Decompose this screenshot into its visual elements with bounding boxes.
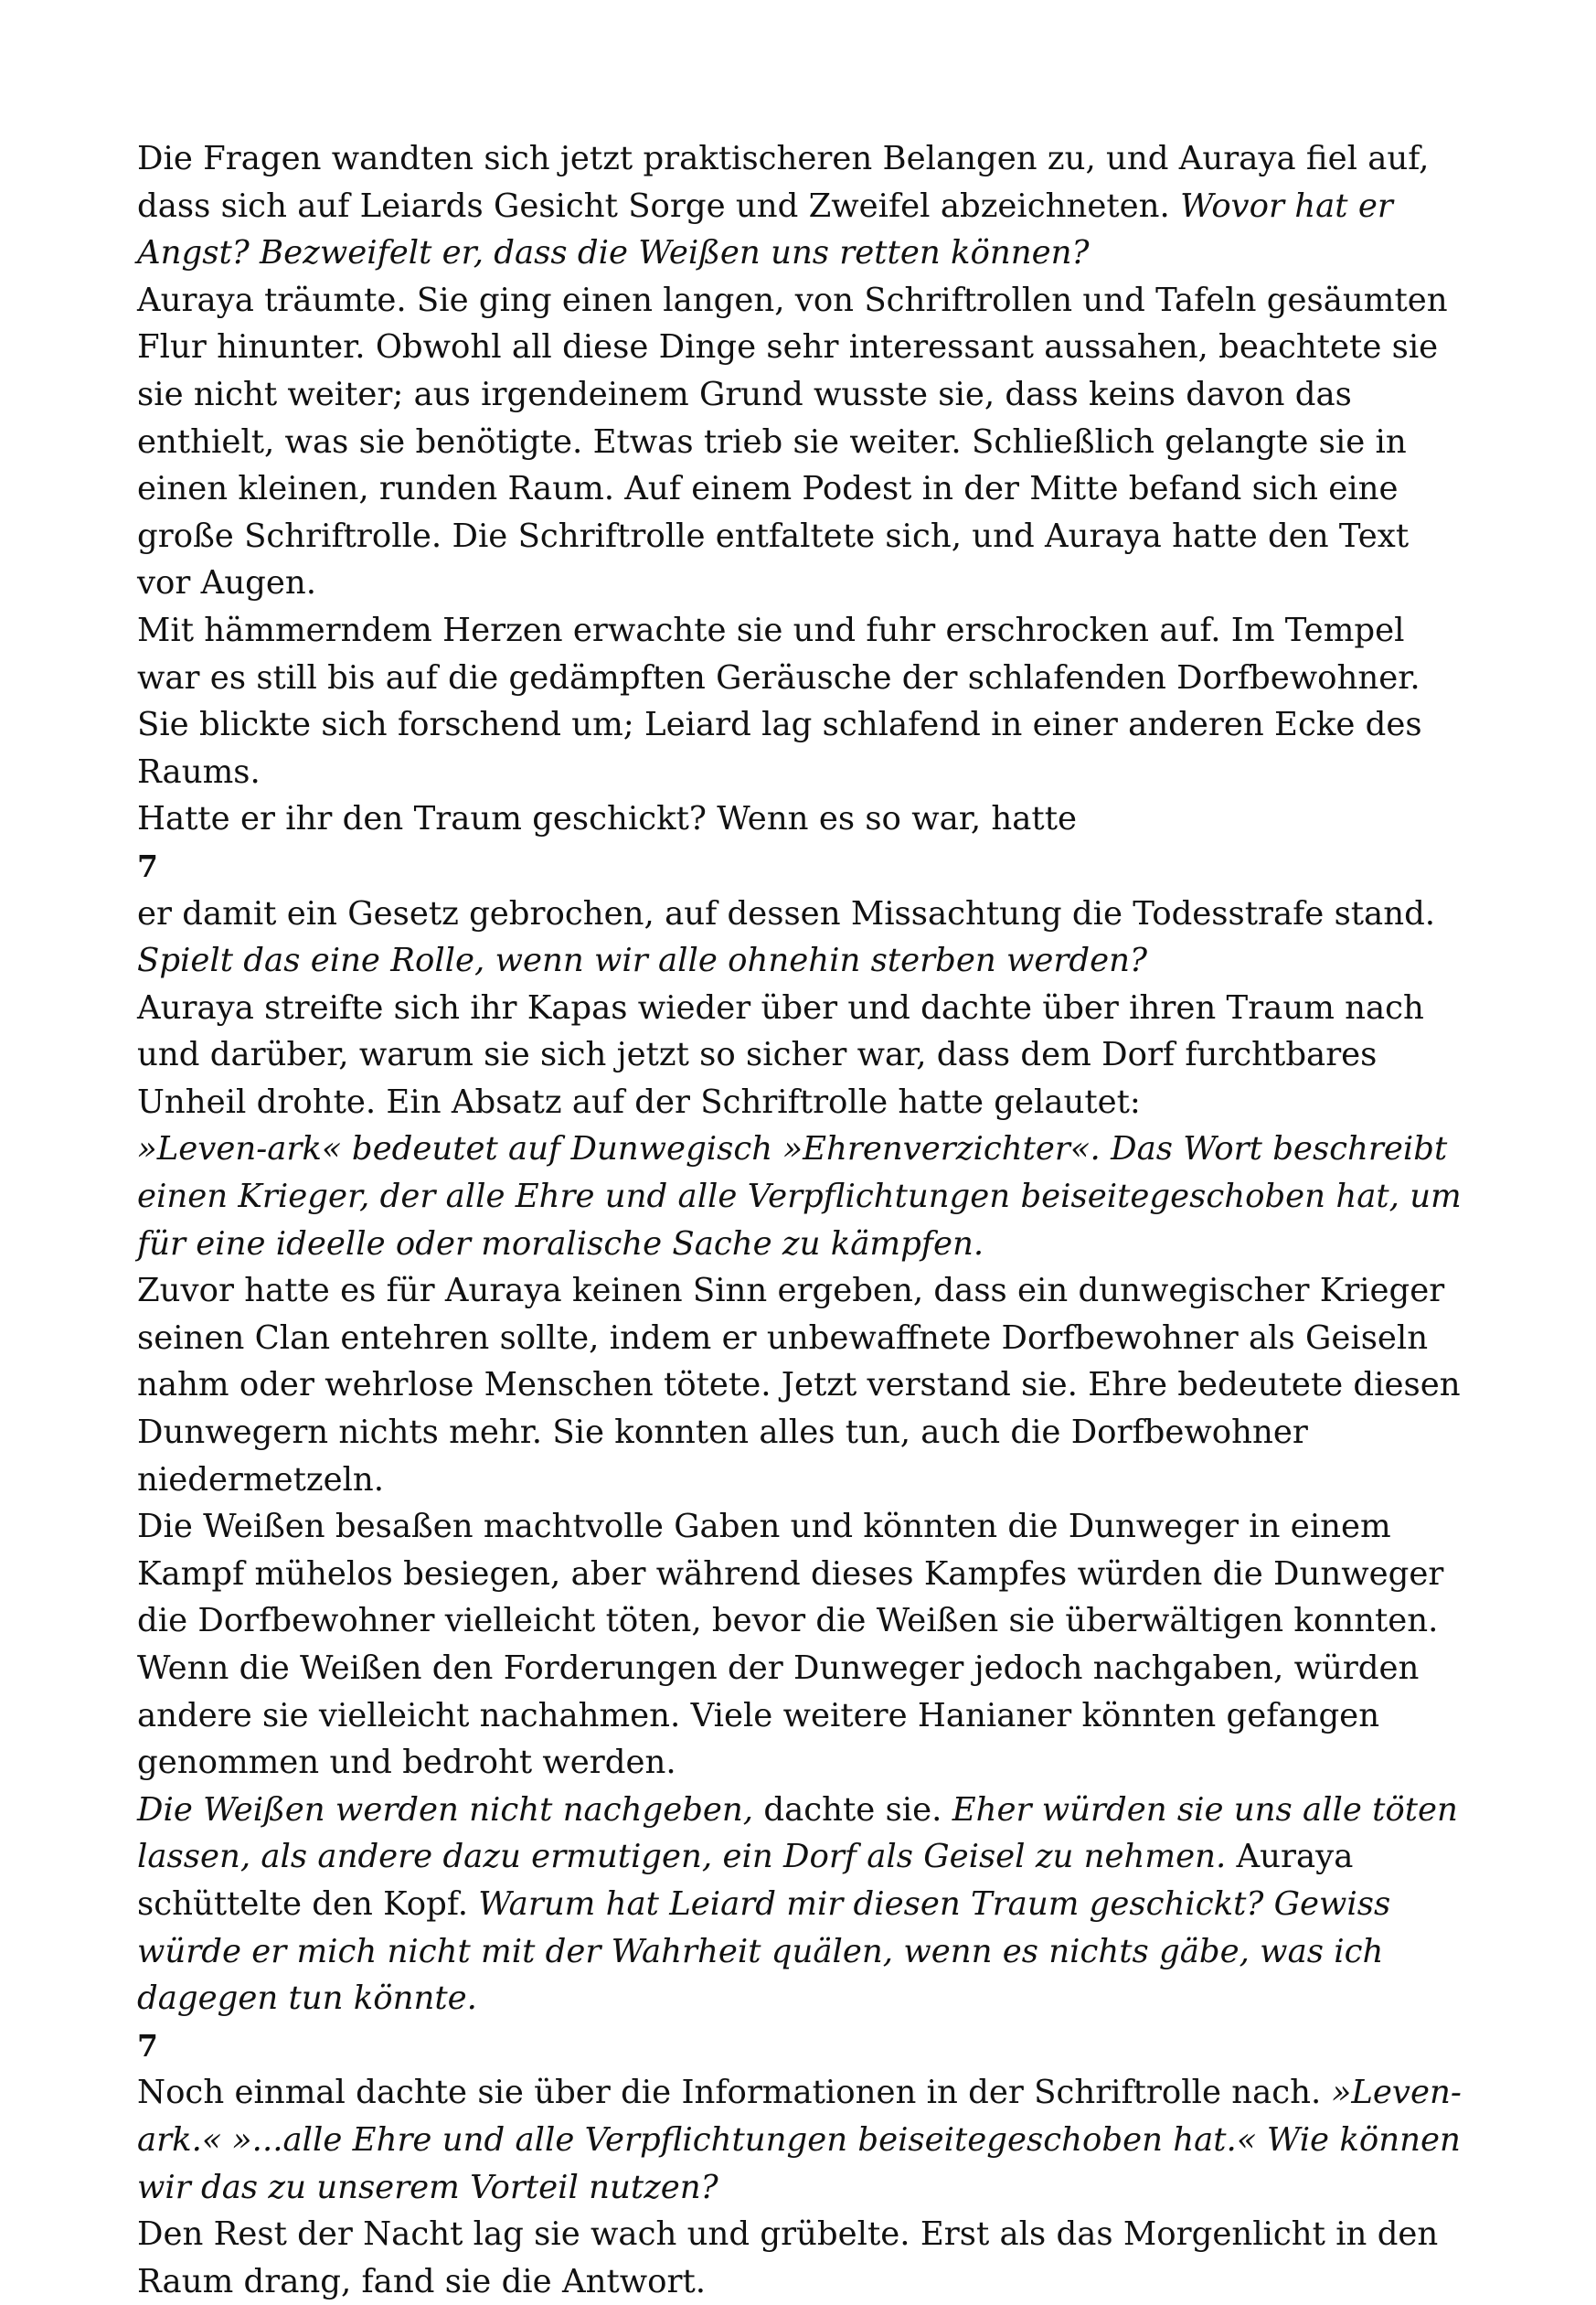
paragraph: [137, 277, 1472, 607]
paragraph: [137, 1126, 1472, 1267]
paragraph: [137, 1503, 1472, 1787]
document-page: [137, 135, 1472, 2305]
paragraph: [137, 2069, 1472, 2211]
text-run: dachte sie.: [753, 1790, 952, 1829]
page-number: 7: [137, 848, 158, 884]
italic-text: »Leven-ark« bedeutet auf Dunwegisch »Ehrenverzichter«. Das Wort beschreibt einen Krieger, der alle Ehre und alle Verpflichtungen beiseitegeschoben hat, um für eine ideelle oder moralische Sache zu kämpfen.: [137, 1130, 1462, 1263]
text-run: Noch einmal dachte sie über die Informationen in der Schriftrolle nach.: [137, 2074, 1332, 2112]
italic-text: Spielt das eine Rolle, wenn wir alle ohnehin sterben werden?: [137, 942, 1147, 980]
text-run: Die Fragen wandten sich jetzt praktischeren Belangen zu, und Auraya fiel auf, dass sich auf Leiards Gesicht Sorge und Zweifel abzeichneten.: [137, 140, 1430, 225]
paragraph: [137, 891, 1472, 938]
paragraph: [137, 795, 1472, 843]
paragraph: [137, 607, 1472, 795]
text-run: Zuvor hatte es für Auraya keinen Sinn ergeben, dass ein dunwegischer Krieger seinen Clan entehren sollte, indem er unbewaffnete Dorfbewohner als Geiseln nahm oder wehrlose Menschen tötete. Jetzt verstand sie. Ehre bedeutete diesen Dunwegern nichts mehr. Sie konnten alles tun, auch die Dorfbewohner niedermetzeln.: [137, 1272, 1461, 1499]
text-run: Auraya streifte sich ihr Kapas wieder über und dachte über ihren Traum nach und darüber, warum sie sich jetzt so sicher war, dass dem Dorf furchtbares Unheil drohte. Ein Absatz auf der Schriftrolle hatte gelautet:: [137, 988, 1424, 1121]
paragraph: [137, 1787, 1472, 2022]
paragraph: [137, 1267, 1472, 1503]
paragraph: [137, 135, 1472, 277]
text-run: Hatte er ihr den Traum geschickt? Wenn es so war, hatte: [137, 800, 1077, 838]
text-run: Mit hämmerndem Herzen erwachte sie und fuhr erschrocken auf. Im Tempel war es still bis auf die gedämpften Geräusche der schlafenden Dorfbewohner. Sie blickte sich forschend um; Leiard lag schlafend in einer anderen Ecke des Raums.: [137, 611, 1422, 791]
paragraph: [137, 2211, 1472, 2305]
page-number: 7: [137, 2027, 158, 2064]
italic-text: »Leven-ark.« »...alle Ehre und alle Verpflichtungen beiseitegeschoben hat.« Wie können wir das zu unserem Vorteil nutzen?: [137, 2074, 1462, 2206]
italic-text: Warum hat Leiard mir diesen Traum geschickt? Gewiss würde er mich nicht mit der Wahrheit quälen, wenn es nichts gäbe, was ich dagegen tun könnte.: [137, 1884, 1391, 2018]
italic-text: Die Weißen werden nicht nachgeben,: [137, 1790, 754, 1829]
italic-text: Wovor hat er Angst? Bezweifelt er, dass die Weißen uns retten können?: [137, 187, 1393, 272]
text-run: Auraya träumte. Sie ging einen langen, von Schriftrollen und Tafeln gesäumten Flur hinunter. Obwohl all diese Dinge sehr interessant aussahen, beachtete sie sie nicht weiter; aus irgendeinem Grund wusste sie, dass keins davon das enthielt, was sie benötigte. Etwas trieb sie weiter. Schließlich gelangte sie in einen kleinen, runden Raum. Auf einem Podest in der Mitte befand sich eine große Schriftrolle. Die Schriftrolle entfaltete sich, und Auraya hatte den Text vor Augen.: [137, 281, 1448, 603]
paragraph: [137, 985, 1472, 1126]
text-run: Den Rest der Nacht lag sie wach und grübelte. Erst als das Morgenlicht in den Raum drang, fand sie die Antwort.: [137, 2215, 1439, 2300]
paragraph: [137, 937, 1472, 985]
text-run: er damit ein Gesetz gebrochen, auf dessen Missachtung die Todesstrafe stand.: [137, 894, 1436, 933]
text-run: Auraya schüttelte den Kopf.: [137, 1838, 1354, 1923]
italic-text: Eher würden sie uns alle töten lassen, als andere dazu ermutigen, ein Dorf als Geisel zu nehmen.: [137, 1790, 1458, 1876]
text-run: Die Weißen besaßen machtvolle Gaben und könnten die Dunweger in einem Kampf mühelos besiegen, aber während dieses Kampfes würden die Dunweger die Dorfbewohner vielleicht töten, bevor die Weißen sie überwältigen konnten. Wenn die Weißen den Forderungen der Dunweger jedoch nachgaben, würden andere sie vielleicht nachahmen. Viele weitere Hanianer könnten gefangen genommen und bedroht werden.: [137, 1508, 1444, 1782]
